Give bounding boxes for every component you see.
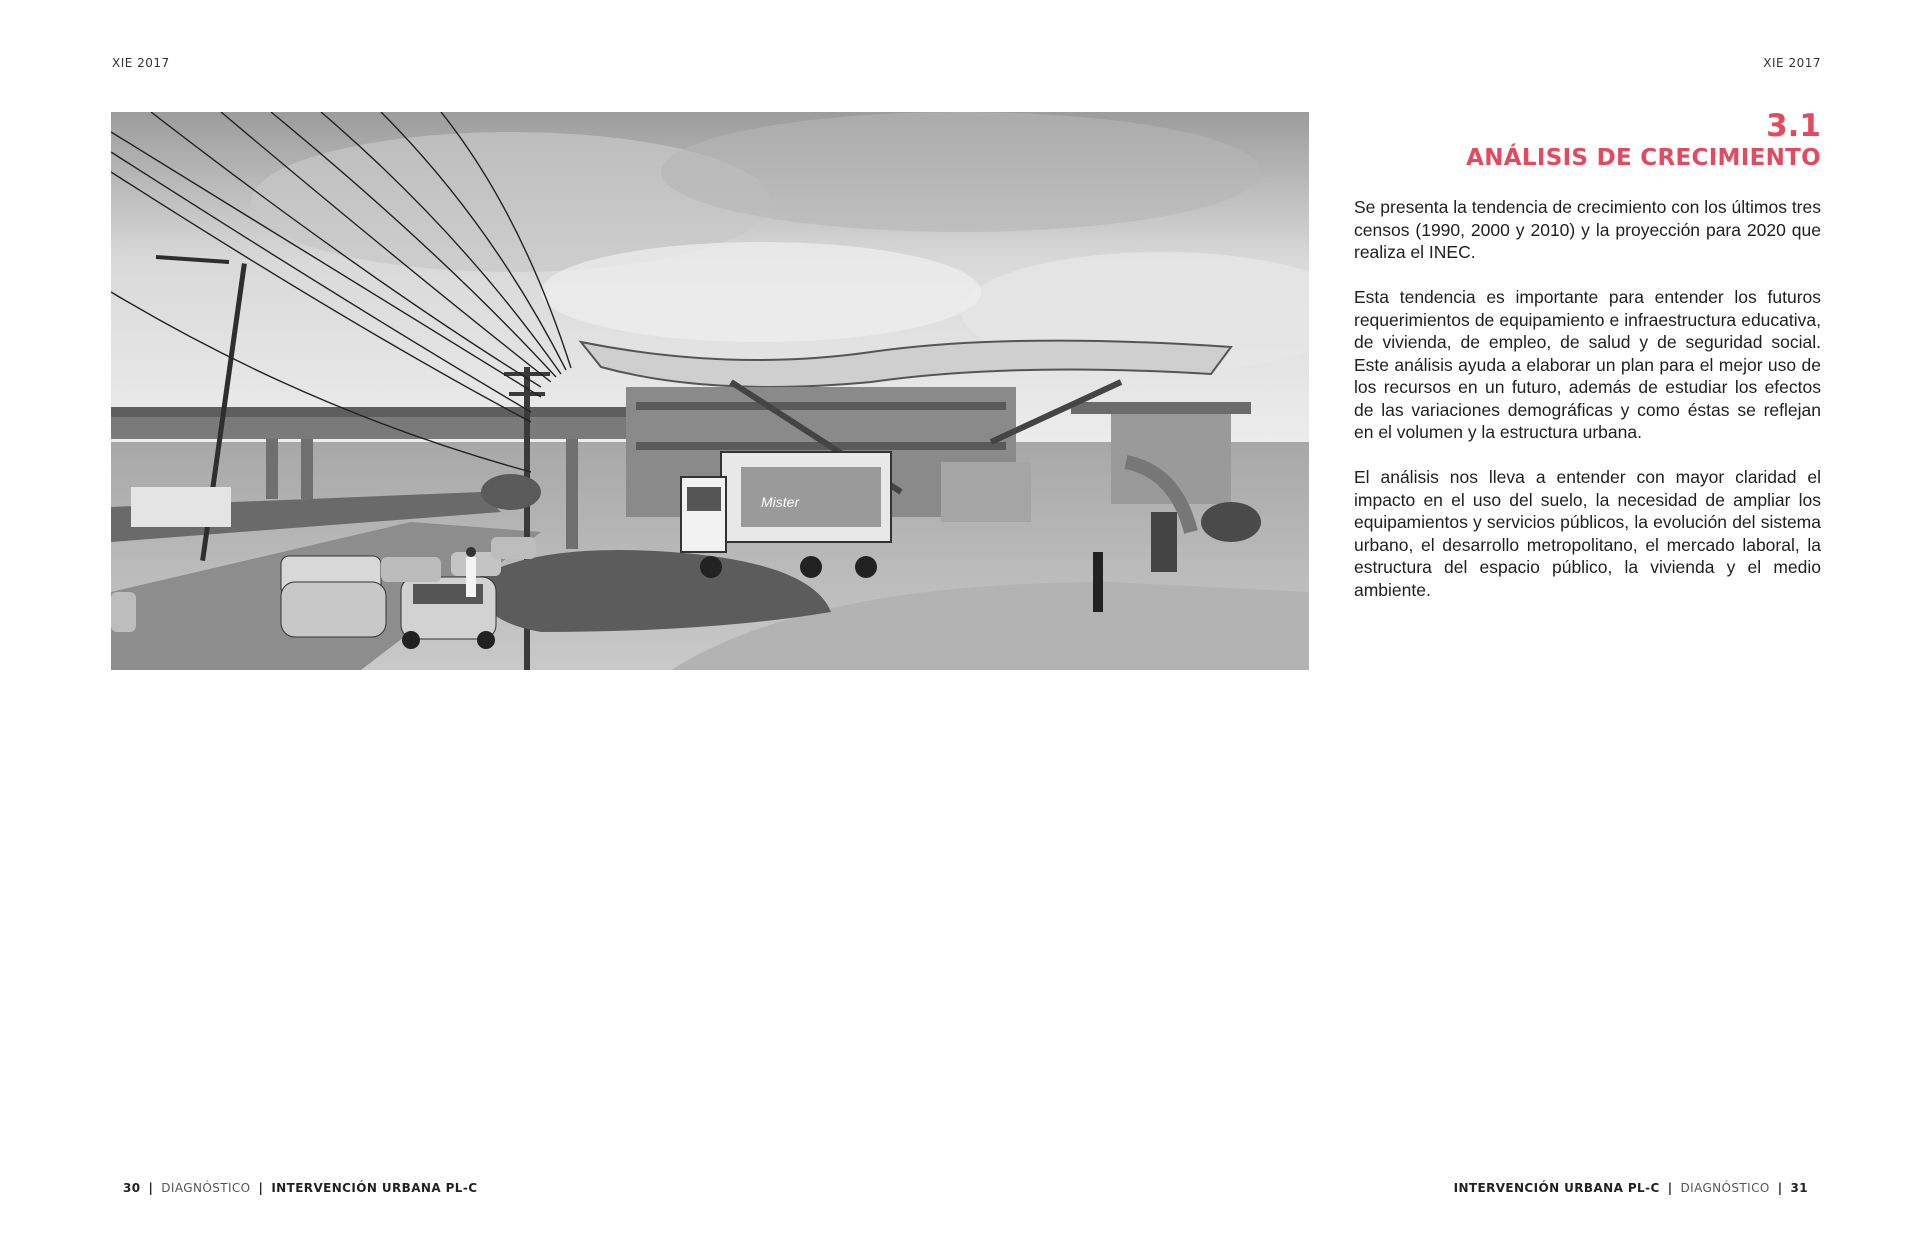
paragraph: El análisis nos lleva a entender con mayor claridad el impacto en el uso del suelo, la necesidad de ampliar los equipamientos y servicios públicos, la evolución del sistema urbano, el desarrollo metropolitano, el mercado laboral, la estructura del espacio público, la vivienda y el medio ambiente. [1354, 467, 1821, 600]
paragraph: Se presenta la tendencia de crecimiento con los últimos tres censos (1990, 2000 y 2010) y la proyección para 2020 que realiza el INEC. [1354, 197, 1821, 262]
body-text [1354, 196, 1821, 624]
running-head-left: XIE 2017 [112, 56, 170, 70]
section-title: ANÁLISIS DE CRECIMIENTO [1466, 145, 1821, 171]
footer-project-right: INTERVENCIÓN URBANA PL-C [1453, 1181, 1660, 1195]
page-number-left: 30 [123, 1181, 141, 1195]
footer-separator: | [1667, 1181, 1673, 1195]
footer-left [123, 1181, 477, 1195]
truck-sign: Mister [761, 494, 800, 510]
footer-separator: | [258, 1181, 264, 1195]
footer-separator: | [1777, 1181, 1783, 1195]
paragraph: Esta tendencia es importante para entender los futuros requerimientos de equipamiento e infraestructura educativa, de vivienda, de empleo, de salud y de seguridad social. Este análisis ayuda a elaborar un plan para el mejor uso de los recursos en un futuro, además de estudiar los efectos de las variaciones demográficas y como éstas se reflejan en el volumen y la estructura urbana. [1354, 287, 1821, 442]
station-photo [111, 112, 1309, 670]
footer-section-left: DIAGNÓSTICO [161, 1181, 251, 1195]
pedestrian [466, 557, 476, 597]
section-number: 3.1 [1766, 108, 1821, 144]
viaduct [111, 417, 631, 439]
page-number-right: 31 [1790, 1181, 1808, 1195]
footer-separator: | [148, 1181, 154, 1195]
footer-project-left: INTERVENCIÓN URBANA PL-C [271, 1181, 478, 1195]
parking-gate [1093, 552, 1103, 612]
footer-section-right: DIAGNÓSTICO [1680, 1181, 1770, 1195]
running-head-right: XIE 2017 [1763, 56, 1821, 70]
footer-right [1454, 1181, 1808, 1195]
